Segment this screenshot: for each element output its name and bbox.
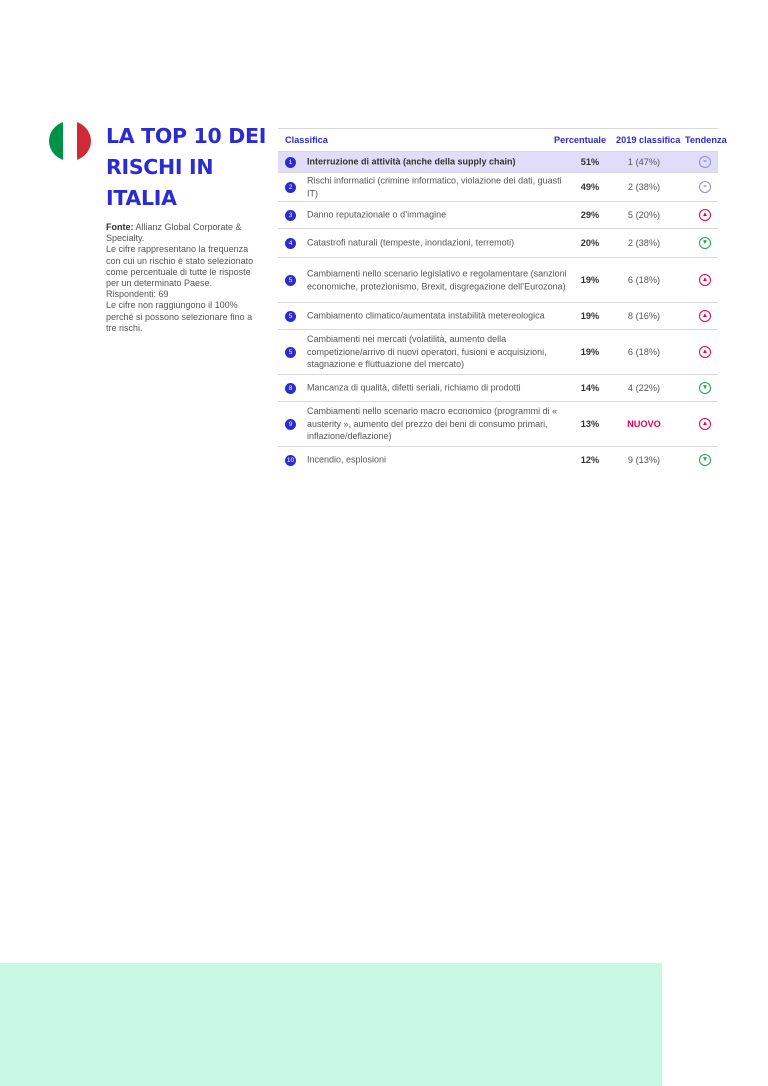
prev-rank: 6 (18%): [627, 275, 661, 285]
risk-percent: 51%: [580, 157, 600, 167]
risk-percent: 19%: [580, 311, 600, 321]
flag-white-band: [63, 121, 77, 161]
trend-down-icon: ▼: [699, 382, 711, 394]
risk-percent: 19%: [580, 275, 600, 285]
table-row: [278, 446, 718, 473]
risk-label: Cambiamenti nei mercati (volatilità, aumento della competizione/arrivo di nuovi operatori, fusioni e acquisizioni, stagnazione e fluttuazione del mercato): [307, 334, 547, 370]
prev-rank: 8 (16%): [627, 311, 661, 321]
risk-percent: 49%: [580, 182, 600, 192]
risk-ranking-table: [278, 128, 727, 473]
risk-label: Incendio, esplosioni: [307, 454, 387, 465]
italy-flag-icon: [49, 121, 91, 161]
rank-badge: 10: [286, 456, 295, 464]
trend-up-icon: ▲: [699, 274, 711, 286]
note-respondents: Rispondenti: 69: [106, 289, 169, 300]
source-label: Fonte:: [106, 222, 134, 232]
risk-percent: 13%: [580, 419, 600, 429]
table-body: [278, 151, 718, 473]
rank-badge: 1: [285, 157, 296, 168]
source-line: [106, 222, 264, 244]
prev-rank: 6 (18%): [627, 347, 661, 357]
risk-label: Rischi informatici (crimine informatico, violazione dei dati, guasti IT): [307, 175, 562, 198]
prev-rank: 4 (22%): [627, 383, 661, 393]
risk-percent: 29%: [580, 210, 600, 220]
risk-percent: 14%: [580, 383, 600, 393]
rank-badge: 5: [285, 311, 296, 322]
flag-green-band: [49, 121, 63, 161]
trend-down-icon: ▼: [699, 454, 711, 466]
table-row: [278, 374, 718, 401]
table-row: [278, 151, 718, 172]
table-row: [278, 329, 718, 374]
note-frequency: Le cifre rappresentano la frequenza con cui un rischio è stato selezionato come percentuale di tutte le risposte per un determinato Paese.: [106, 244, 254, 289]
header-percent: Percentuale: [554, 135, 607, 145]
risk-label: Cambiamenti nello scenario legislativo e regolamentare (sanzioni economiche, protezionismo, Brexit, disgregazione dell’Eurozona): [307, 268, 567, 291]
prev-rank: 9 (13%): [627, 455, 661, 465]
prev-rank: 1 (47%): [627, 157, 661, 167]
rank-badge: 4: [285, 238, 296, 249]
prev-rank: 5 (20%): [627, 210, 661, 220]
rank-badge: 5: [285, 275, 296, 286]
risk-label: Catastrofi naturali (tempeste, inondazioni, terremoti): [307, 237, 515, 248]
source-notes: [106, 222, 264, 334]
risk-label: Cambiamenti nello scenario macro economico (programmi di « austerity », aumento del prezzo dei beni di consumo primari, inflazione/deflazione): [307, 406, 558, 442]
note-percent: Le cifre non raggiungono il 100% perché si possono selezionare fino a tre rischi.: [106, 300, 253, 333]
trend-up-icon: ▲: [699, 209, 711, 221]
trend-up-icon: ▲: [699, 418, 711, 430]
table-row: [278, 401, 718, 446]
rank-badge: 8: [285, 383, 296, 394]
source-text: Allianz Global Corporate & Specialty.: [106, 222, 242, 244]
rank-badge: 5: [285, 347, 296, 358]
risk-percent: 19%: [580, 347, 600, 357]
prev-rank: NUOVO: [627, 419, 661, 429]
rank-badge: 9: [285, 419, 296, 430]
table-header: [278, 128, 727, 151]
table-row: [278, 257, 718, 302]
prev-rank: 2 (38%): [627, 182, 661, 192]
rank-badge: 3: [285, 210, 296, 221]
footer-band: [0, 963, 662, 1086]
page-title: LA TOP 10 DEI RISCHI IN ITALIA: [106, 124, 267, 210]
table-row: [278, 201, 718, 228]
trend-up-icon: ▲: [699, 310, 711, 322]
table-row: [278, 228, 718, 257]
header-prev-rank: 2019 classifica: [616, 135, 681, 145]
trend-up-icon: ▲: [699, 346, 711, 358]
header-rank: Classifica: [285, 135, 328, 145]
risk-label: Cambiamento climatico/aumentata instabilità metereologica: [307, 310, 545, 321]
table-row: [278, 172, 718, 201]
trend-equal-icon: =: [699, 156, 711, 168]
risk-label: Danno reputazionale o d’immagine: [307, 209, 447, 220]
risk-percent: 12%: [580, 455, 600, 465]
header-trend: Tendenza: [685, 135, 727, 145]
risk-percent: 20%: [580, 238, 600, 248]
risk-label: Mancanza di qualità, difetti seriali, richiamo di prodotti: [307, 382, 521, 393]
table-row: [278, 302, 718, 329]
flag-red-band: [77, 121, 91, 161]
trend-equal-icon: =: [699, 181, 711, 193]
rank-badge: 2: [285, 182, 296, 193]
trend-down-icon: ▼: [699, 237, 711, 249]
risk-label: Interruzione di attività (anche della supply chain): [307, 156, 516, 167]
prev-rank: 2 (38%): [627, 238, 661, 248]
